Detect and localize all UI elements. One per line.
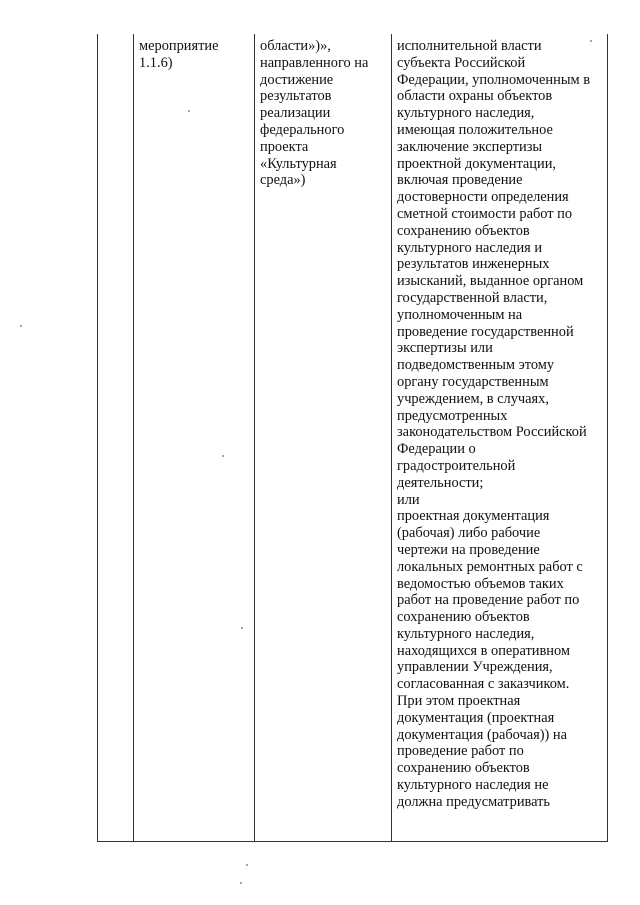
scan-speck — [240, 882, 242, 884]
scan-speck — [222, 455, 224, 457]
table-cell-event: мероприятие 1.1.6) — [139, 38, 219, 71]
table-cell-project: области»)», направленного на достижение результатов реализации федерального проекта «Культурная среда») — [260, 38, 369, 189]
scan-speck — [241, 627, 243, 629]
scan-speck — [20, 325, 22, 327]
table-cell-requirements: исполнительной власти субъекта Российской Федерации, уполномоченным в области охраны объектов культурного наследия, имеющая положительное заключение экспертизы проектной документации, включая проведение достоверности определения сметной стоимости работ по сохранению объектов культурного наследия и результатов инженерных изысканий, выданное органом государственной власти, уполномоченным на проведение государственной экспертизы или подведомственным этому органу государственным учреждением, в случаях, предусмотренных законодательством Российской Федерации о градостроительной деятельности; или проектная документация (рабочая) либо рабочие чертежи на проведение локальных ремонтных работ с ведомостью объемов таких работ на проведение работ по сохранению объектов культурного наследия, находящихся в оперативном управлении Учреждения, согласованная с заказчиком. При этом проектная документация (проектная документация (рабочая)) на проведение работ по сохранению объектов культурного наследия не должна предусматривать — [397, 38, 590, 810]
scan-speck — [188, 110, 190, 112]
column-divider-1 — [133, 34, 134, 842]
column-divider-3 — [391, 34, 392, 842]
scan-speck — [590, 40, 592, 42]
scan-speck — [246, 864, 248, 866]
column-divider-2 — [254, 34, 255, 842]
